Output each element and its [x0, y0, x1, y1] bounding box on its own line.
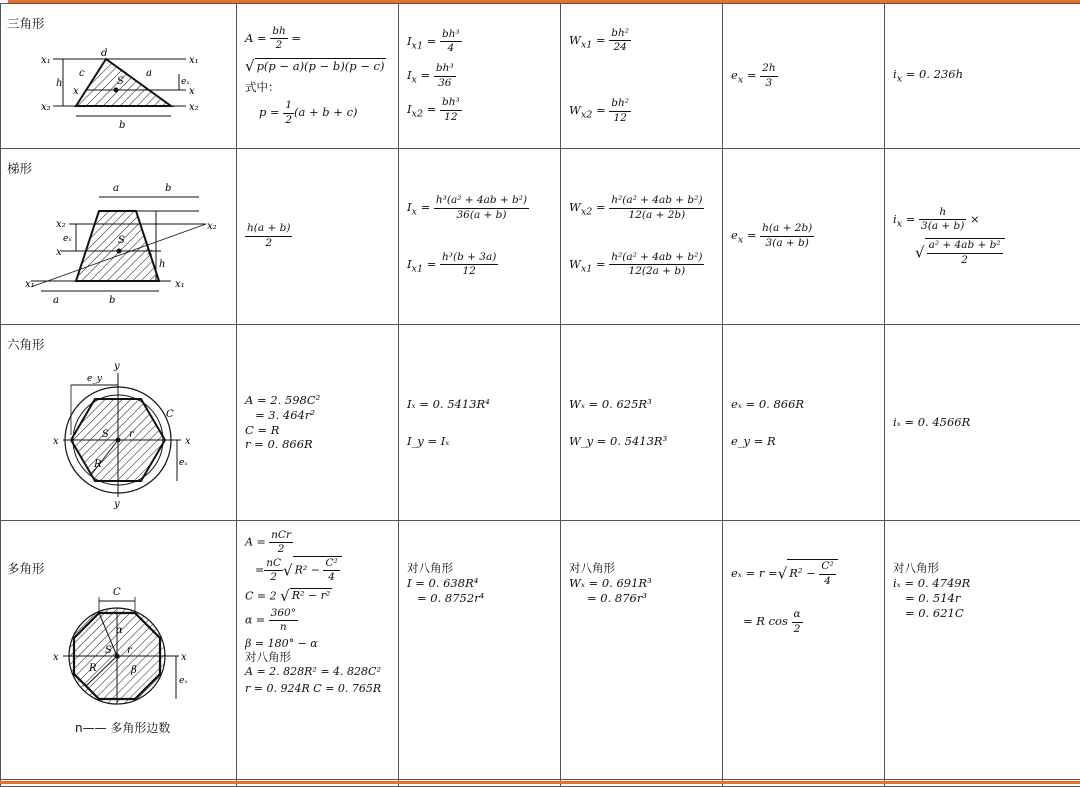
section-properties-table: [0, 3, 1080, 787]
label-ex: eₓ: [179, 458, 188, 468]
inertia-line-2: = 0. 8752r⁴: [407, 591, 552, 606]
label-d: d: [101, 48, 107, 59]
area-cell-hexagon: [237, 325, 399, 521]
label-b: b: [165, 183, 171, 194]
label-x-left: x: [73, 86, 79, 97]
area-line-5: β = 180° − α: [245, 637, 390, 651]
label-x1-right: x₁: [189, 55, 199, 66]
ex-formula: $e_x$ = $\frac{h(a + 2b)}{3(a + b)}$: [723, 222, 884, 250]
label-y-bottom: y: [113, 499, 120, 510]
ix1-formula: $I_{x1}$ = $\frac{\text{bh³}}{4}$: [407, 28, 552, 56]
area-line-4: r = 0. 866R: [245, 437, 390, 452]
label-R: R: [88, 663, 97, 674]
centroid-cell-polygon: [723, 521, 885, 780]
area-line-3: C = R: [245, 423, 390, 438]
area-formula-line: A = $\frac{bh}{2}$ =: [245, 25, 390, 53]
inertia-line-1: I = 0. 638R⁴: [407, 576, 552, 591]
wx-formula: Wₓ = 0. 625R³: [569, 397, 714, 412]
radius-cell-triangle: [885, 4, 1080, 149]
heron-formula: √ p(p − a)(p − b)(p − c): [245, 57, 390, 77]
label-ey: e_y: [87, 374, 103, 384]
inertia-cell-polygon: [399, 521, 561, 780]
label-a-bottom: a: [53, 295, 59, 306]
label-C: C: [166, 409, 174, 420]
radius-line-1: iₓ = 0. 4749R: [893, 576, 1072, 591]
label-b-bottom: b: [109, 295, 115, 306]
wx1-formula: $W_{x1}$ = $\frac{\text{bh²}}{24}$: [569, 27, 714, 55]
label-c: c: [79, 68, 85, 79]
ix1-formula: $I_{x1}$ = $\frac{\text{h³(b + 3a)}}{12}$: [407, 251, 552, 279]
table-row-triangle: [1, 4, 1080, 149]
label-ex: eₓ: [63, 234, 72, 244]
polygon-caption: n—— 多角形边数: [75, 719, 170, 736]
ex-formula-2: = R cos $\frac{\alpha}{2}$: [731, 608, 876, 636]
label-y: y: [113, 361, 120, 372]
area-octagon-label: 对八角形: [245, 650, 390, 664]
octagon-label: 对八角形: [893, 561, 1072, 576]
label-b: b: [119, 120, 125, 131]
label-a: a: [146, 68, 152, 79]
inertia-cell-trapezoid: [399, 149, 561, 325]
modulus-cell-hexagon: [561, 325, 723, 521]
area-cell-trapezoid: [237, 149, 399, 325]
label-r: r: [129, 429, 135, 440]
shape-cell-trapezoid: [1, 149, 237, 325]
centroid-cell-trapezoid: [723, 149, 885, 325]
modulus-cell-triangle: [561, 4, 723, 149]
area-line-2: = 3. 464r²: [245, 408, 390, 423]
label-x-right: x: [181, 652, 187, 663]
wx2-formula: $W_{x2}$ = $\frac{\text{h²(a² + 4ab + b²)}}{12(a + 2b)}$: [569, 194, 714, 222]
label-x-right: x: [147, 247, 153, 258]
ex-formula: $e_x$ = $\frac{2h}{3}$: [723, 62, 884, 90]
wy-formula: W_y = 0. 5413R³: [569, 434, 714, 449]
label-x: x: [56, 247, 62, 258]
label-r: r: [127, 645, 133, 656]
ix-radius-formula: $i_x = 0$. 236h: [885, 67, 1080, 86]
label-x2: x₂: [56, 219, 66, 230]
ix2-formula: $I_{x2}$ = $\frac{\text{bh³}}{12}$: [407, 96, 552, 124]
ix-radius-root: √ $\frac{\text{a² + 4ab + b²}}{2}$: [893, 238, 1072, 267]
shape-cell-triangle: [1, 4, 237, 149]
label-alpha: α: [116, 625, 123, 636]
trapezoid-figure: [1, 149, 237, 324]
trapezoid-area-formula: $\frac{h(a + b)}{2}$: [237, 222, 398, 250]
inertia-cell-triangle: [399, 4, 561, 149]
area-cell-triangle: [237, 4, 399, 149]
radius-cell-polygon: [885, 521, 1080, 780]
ex-formula-1: eₓ = r =√ R² − $\frac{\text{C²}}{4}$: [731, 559, 876, 588]
ix-radius-formula: iₓ = 0. 4566R: [885, 415, 1080, 430]
ex-formula: eₓ = 0. 866R: [731, 397, 876, 412]
label-R: R: [93, 459, 102, 470]
ix-formula: Iₓ = 0. 5413R⁴: [407, 397, 552, 412]
trapezoid-shape: [76, 211, 159, 281]
ix-formula: $I_x$ = $\frac{\text{h³(a² + 4ab + b²)}}{36(a + b)}$: [407, 194, 552, 222]
label-h: h: [159, 259, 165, 270]
modulus-line-2: = 0. 876r³: [569, 591, 714, 606]
label-x: x: [189, 86, 195, 97]
centroid-cell-hexagon: [723, 325, 885, 521]
area-line-3: C = 2 √ R² − r²: [245, 587, 390, 606]
label-a: a: [113, 183, 119, 194]
label-ex: eₓ: [181, 77, 190, 87]
shape-name: 梯形: [7, 159, 32, 177]
triangle-figure: [1, 4, 237, 148]
label-x1: x₁: [25, 279, 35, 290]
table-row-hexagon: [1, 325, 1080, 521]
label-x2-right: x₂: [189, 102, 199, 113]
semi-perimeter-formula: p = $\frac{1}{2}$ (a + b + c): [245, 99, 390, 127]
polygon-figure: [1, 521, 237, 779]
area-line-1: A = $\frac{\text{nCr}}{2}$: [245, 529, 390, 556]
label-S: S: [118, 235, 125, 246]
ix-radius-formula: $i_x$ = $\frac{h}{3(a + b)}$ ×: [893, 206, 1072, 234]
modulus-cell-polygon: [561, 521, 723, 780]
ix-formula: $I_x$ = $\frac{\text{bh³}}{36}$: [407, 62, 552, 90]
shape-cell-polygon: [1, 521, 237, 780]
area-line-4: α = $\frac{360^\circ}{n}$: [245, 607, 390, 634]
where-label: 式中：: [245, 80, 390, 95]
radius-cell-trapezoid: [885, 149, 1080, 325]
octagon-label: 对八角形: [569, 561, 714, 576]
radius-line-2: = 0. 514r: [893, 591, 1072, 606]
table-row-polygon: [1, 521, 1080, 780]
shape-name: 多角形: [7, 559, 45, 577]
shape-cell-hexagon: [1, 325, 237, 521]
label-beta: β: [130, 665, 137, 676]
area-line-7: A = 2. 828R² = 4. 828C²: [245, 665, 390, 679]
area-line-2: = $\frac{nC}{2}$ √ R² − $\frac{\text{C²}}{4}$: [245, 556, 390, 584]
label-C: C: [113, 587, 121, 598]
radius-line-3: = 0. 621C: [893, 606, 1072, 621]
inertia-cell-hexagon: [399, 325, 561, 521]
label-S: S: [117, 76, 124, 87]
radius-cell-hexagon: [885, 325, 1080, 521]
label-ex: eₓ: [179, 676, 188, 686]
modulus-line-1: Wₓ = 0. 691R³: [569, 576, 714, 591]
shape-name: 六角形: [7, 335, 45, 353]
label-x: x: [53, 652, 59, 663]
label-x1-right: x₁: [175, 279, 185, 290]
hexagon-figure: [1, 325, 237, 520]
table-row-trapezoid: [1, 149, 1080, 325]
shape-name: 三角形: [7, 14, 45, 32]
label-x-right: x: [185, 436, 191, 447]
wx2-formula: $W_{x2}$ = $\frac{\text{bh²}}{12}$: [569, 97, 714, 125]
centroid-cell-triangle: [723, 4, 885, 149]
octagon-label: 对八角形: [407, 561, 552, 576]
area-cell-polygon: [237, 521, 399, 780]
label-x: x: [53, 436, 59, 447]
label-S: S: [102, 429, 109, 440]
ey-formula: e_y = R: [731, 434, 876, 449]
label-x2: x₂: [41, 102, 51, 113]
label-h: h: [56, 78, 62, 89]
area-line-8: r = 0. 924R C = 0. 765R: [245, 682, 390, 696]
iy-formula: I_y = Iₓ: [407, 434, 552, 449]
area-line-1: A = 2. 598C²: [245, 393, 390, 408]
label-x2-right: x₂: [207, 221, 217, 232]
label-x1: x₁: [41, 55, 51, 66]
wx1-formula: $W_{x1}$ = $\frac{\text{h²(a² + 4ab + b²)}}{12(2a + b)}$: [569, 251, 714, 279]
label-S: S: [105, 645, 112, 656]
modulus-cell-trapezoid: [561, 149, 723, 325]
